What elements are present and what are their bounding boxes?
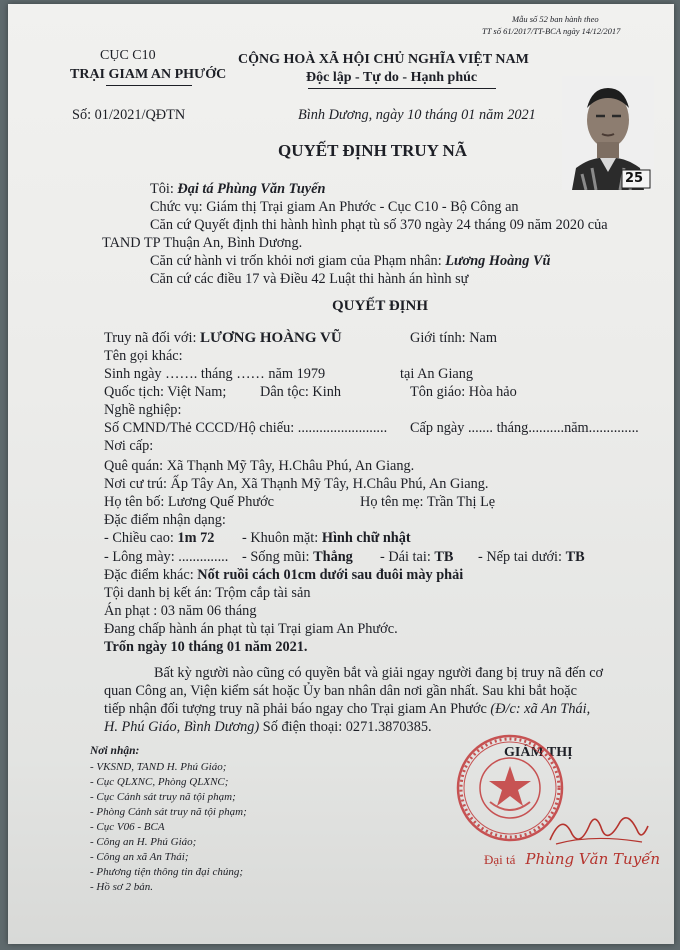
wanted-father: Họ tên bố: Lương Quế Phước bbox=[104, 494, 274, 510]
basis-line3 bbox=[150, 253, 550, 270]
photo-number-board: 25 bbox=[625, 171, 644, 186]
wanted-id-card: Số CMND/Thẻ CCCD/Hộ chiếu: ......................... bbox=[104, 420, 388, 436]
feature-face-label: - Khuôn mặt: bbox=[242, 530, 322, 546]
wanted-hometown: Quê quán: Xã Thạnh Mỹ Tây, H.Châu Phú, An Giang. bbox=[104, 458, 415, 474]
signer-name-line bbox=[484, 850, 660, 869]
feature-face bbox=[242, 530, 411, 547]
signer-title: GIÁM THỊ bbox=[504, 745, 573, 760]
feature-face-value: Hình chữ nhật bbox=[321, 530, 411, 546]
feature-height-value: 1m 72 bbox=[177, 530, 215, 546]
recipient-item: - Công an H. Phú Giáo; bbox=[90, 836, 197, 848]
agency-parent: CỤC C10 bbox=[100, 48, 156, 63]
feature-other-value: Nốt ruồi cách 01cm dưới sau đuôi mày phải bbox=[197, 567, 464, 583]
basis-line4: Căn cứ các điều 17 và Điều 42 Luật thi hành án hình sự bbox=[150, 271, 469, 287]
wanted-mother: Họ tên mẹ: Trần Thị Lẹ bbox=[360, 494, 496, 510]
place-date: Bình Dương, ngày 10 tháng 01 năm 2021 bbox=[298, 107, 536, 123]
issuer-label: Tôi: bbox=[150, 181, 178, 197]
decision-heading: QUYẾT ĐỊNH bbox=[332, 298, 428, 314]
recipient-item: - Cục Cảnh sát truy nã tội phạm; bbox=[90, 791, 236, 803]
wanted-name: LƯƠNG HOÀNG VŨ bbox=[200, 330, 342, 346]
recipient-item: - Phương tiện thông tin đại chúng; bbox=[90, 866, 244, 878]
agency-underline bbox=[106, 85, 192, 86]
feature-ear bbox=[380, 549, 453, 566]
document-number: Số: 01/2021/QĐTN bbox=[72, 107, 186, 123]
wanted-issue-date: Cấp ngày ....... tháng..........năm.............. bbox=[410, 420, 639, 436]
feature-ear-value: TB bbox=[434, 549, 454, 565]
wanted-ethnicity: Dân tộc: Kinh bbox=[260, 384, 341, 400]
recipients-heading: Nơi nhận: bbox=[90, 745, 140, 757]
agency-name: TRẠI GIAM AN PHƯỚC bbox=[70, 67, 227, 82]
notice-line3-text: tiếp nhận đối tượng truy nã phải báo ngay cho Trại giam An Phước bbox=[104, 701, 491, 717]
feature-nose bbox=[242, 549, 353, 566]
feature-crease-value: TB bbox=[565, 549, 585, 565]
notice-line2: quan Công an, Viện kiểm sát hoặc Ủy ban nhân dân nơi gần nhất. Sau khi bắt hoặc bbox=[104, 683, 577, 699]
issuer-line bbox=[150, 181, 325, 198]
crime-line: Tội danh bị kết án: Trộm cắp tài sản bbox=[104, 585, 311, 601]
feature-nose-label: - Sống mũi: bbox=[242, 549, 314, 565]
wanted-dob: Sinh ngày ……. tháng …… năm 1979 bbox=[104, 366, 326, 382]
national-motto: Độc lập - Tự do - Hạnh phúc bbox=[306, 70, 478, 85]
feature-eyebrow: - Lông mày: .............. bbox=[104, 549, 229, 565]
wanted-religion: Tôn giáo: Hòa hảo bbox=[410, 384, 517, 400]
feature-nose-value: Thẳng bbox=[313, 549, 353, 565]
recipient-item: - Cục QLXNC, Phòng QLXNC; bbox=[90, 776, 229, 788]
basis-line3-prefix: Căn cứ hành vi trốn khỏi nơi giam của Phạm nhân: bbox=[150, 253, 446, 269]
notice-line1: Bất kỳ người nào cũng có quyền bắt và giải ngay người đang bị truy nã đến cơ bbox=[154, 665, 604, 681]
recipient-item: - Công an xã An Thái; bbox=[90, 851, 189, 863]
wanted-residence: Nơi cư trú: Ấp Tây An, Xã Thạnh Mỹ Tây, H.Châu Phú, An Giang. bbox=[104, 476, 489, 492]
feature-other bbox=[104, 567, 463, 584]
feature-other-label: Đặc điểm khác: bbox=[104, 567, 198, 583]
recipient-item: - Hồ sơ 2 bản. bbox=[90, 881, 154, 893]
wanted-line bbox=[104, 330, 342, 347]
issuer-position: Chức vụ: Giám thị Trại giam An Phước - Cục C10 - Bộ Công an bbox=[150, 199, 519, 215]
wanted-occupation: Nghề nghiệp: bbox=[104, 402, 182, 418]
feature-crease-label: - Nếp tai dưới: bbox=[478, 549, 566, 565]
escape-line: Trốn ngày 10 tháng 01 năm 2021. bbox=[104, 639, 308, 655]
form-ref-line2: TT số 61/2017/TT-BCA ngày 14/12/2017 bbox=[482, 26, 621, 36]
sentence-line: Án phạt : 03 năm 06 tháng bbox=[104, 603, 257, 619]
feature-height bbox=[104, 530, 214, 547]
wanted-birthplace: tại An Giang bbox=[400, 366, 474, 382]
wanted-label: Truy nã đối với: bbox=[104, 330, 201, 346]
recipient-item: - Cục V06 - BCA bbox=[90, 821, 165, 833]
notice-line4 bbox=[104, 719, 432, 736]
national-title: CỘNG HOÀ XÃ HỘI CHỦ NGHĨA VIỆT NAM bbox=[238, 52, 529, 67]
suspect-photo bbox=[562, 76, 654, 190]
wanted-issue-place: Nơi cấp: bbox=[104, 438, 154, 454]
notice-line3 bbox=[104, 701, 590, 718]
serving-line: Đang chấp hành án phạt tù tại Trại giam An Phước. bbox=[104, 621, 398, 637]
notice-phone: Số điện thoại: 0271.3870385. bbox=[259, 719, 432, 735]
wanted-gender: Giới tính: Nam bbox=[410, 330, 497, 346]
feature-ear-label: - Dái tai: bbox=[380, 549, 435, 565]
basis-line2: TAND TP Thuận An, Bình Dương. bbox=[102, 235, 303, 251]
feature-height-label: - Chiều cao: bbox=[104, 530, 178, 546]
signer-rank: Đại tá bbox=[484, 852, 516, 867]
notice-address-part1: (Đ/c: xã An Thái, bbox=[490, 701, 591, 717]
wanted-alias: Tên gọi khác: bbox=[104, 348, 183, 364]
feature-crease bbox=[478, 549, 585, 566]
basis-prisoner-name: Lương Hoàng Vũ bbox=[445, 253, 551, 269]
document-page bbox=[8, 4, 674, 944]
wanted-nationality: Quốc tịch: Việt Nam; bbox=[104, 384, 227, 400]
issuer-name: Đại tá Phùng Văn Tuyến bbox=[177, 181, 326, 197]
recipient-item: - Phòng Cảnh sát truy nã tội phạm; bbox=[90, 806, 247, 818]
signer-name: Phùng Văn Tuyến bbox=[525, 850, 661, 868]
features-heading: Đặc điểm nhận dạng: bbox=[104, 512, 226, 528]
form-ref-line1: Mẫu số 52 ban hành theo bbox=[512, 14, 599, 24]
recipient-item: - VKSND, TAND H. Phú Giáo; bbox=[90, 761, 227, 773]
document-title: QUYẾT ĐỊNH TRUY NÃ bbox=[278, 141, 468, 160]
notice-address-part2: H. Phú Giáo, Bình Dương) bbox=[104, 719, 260, 735]
handwritten-signature bbox=[542, 804, 652, 854]
basis-line1: Căn cứ Quyết định thi hành hình phạt tù số 370 ngày 24 tháng 09 năm 2020 của bbox=[150, 217, 608, 233]
motto-underline bbox=[308, 88, 496, 89]
